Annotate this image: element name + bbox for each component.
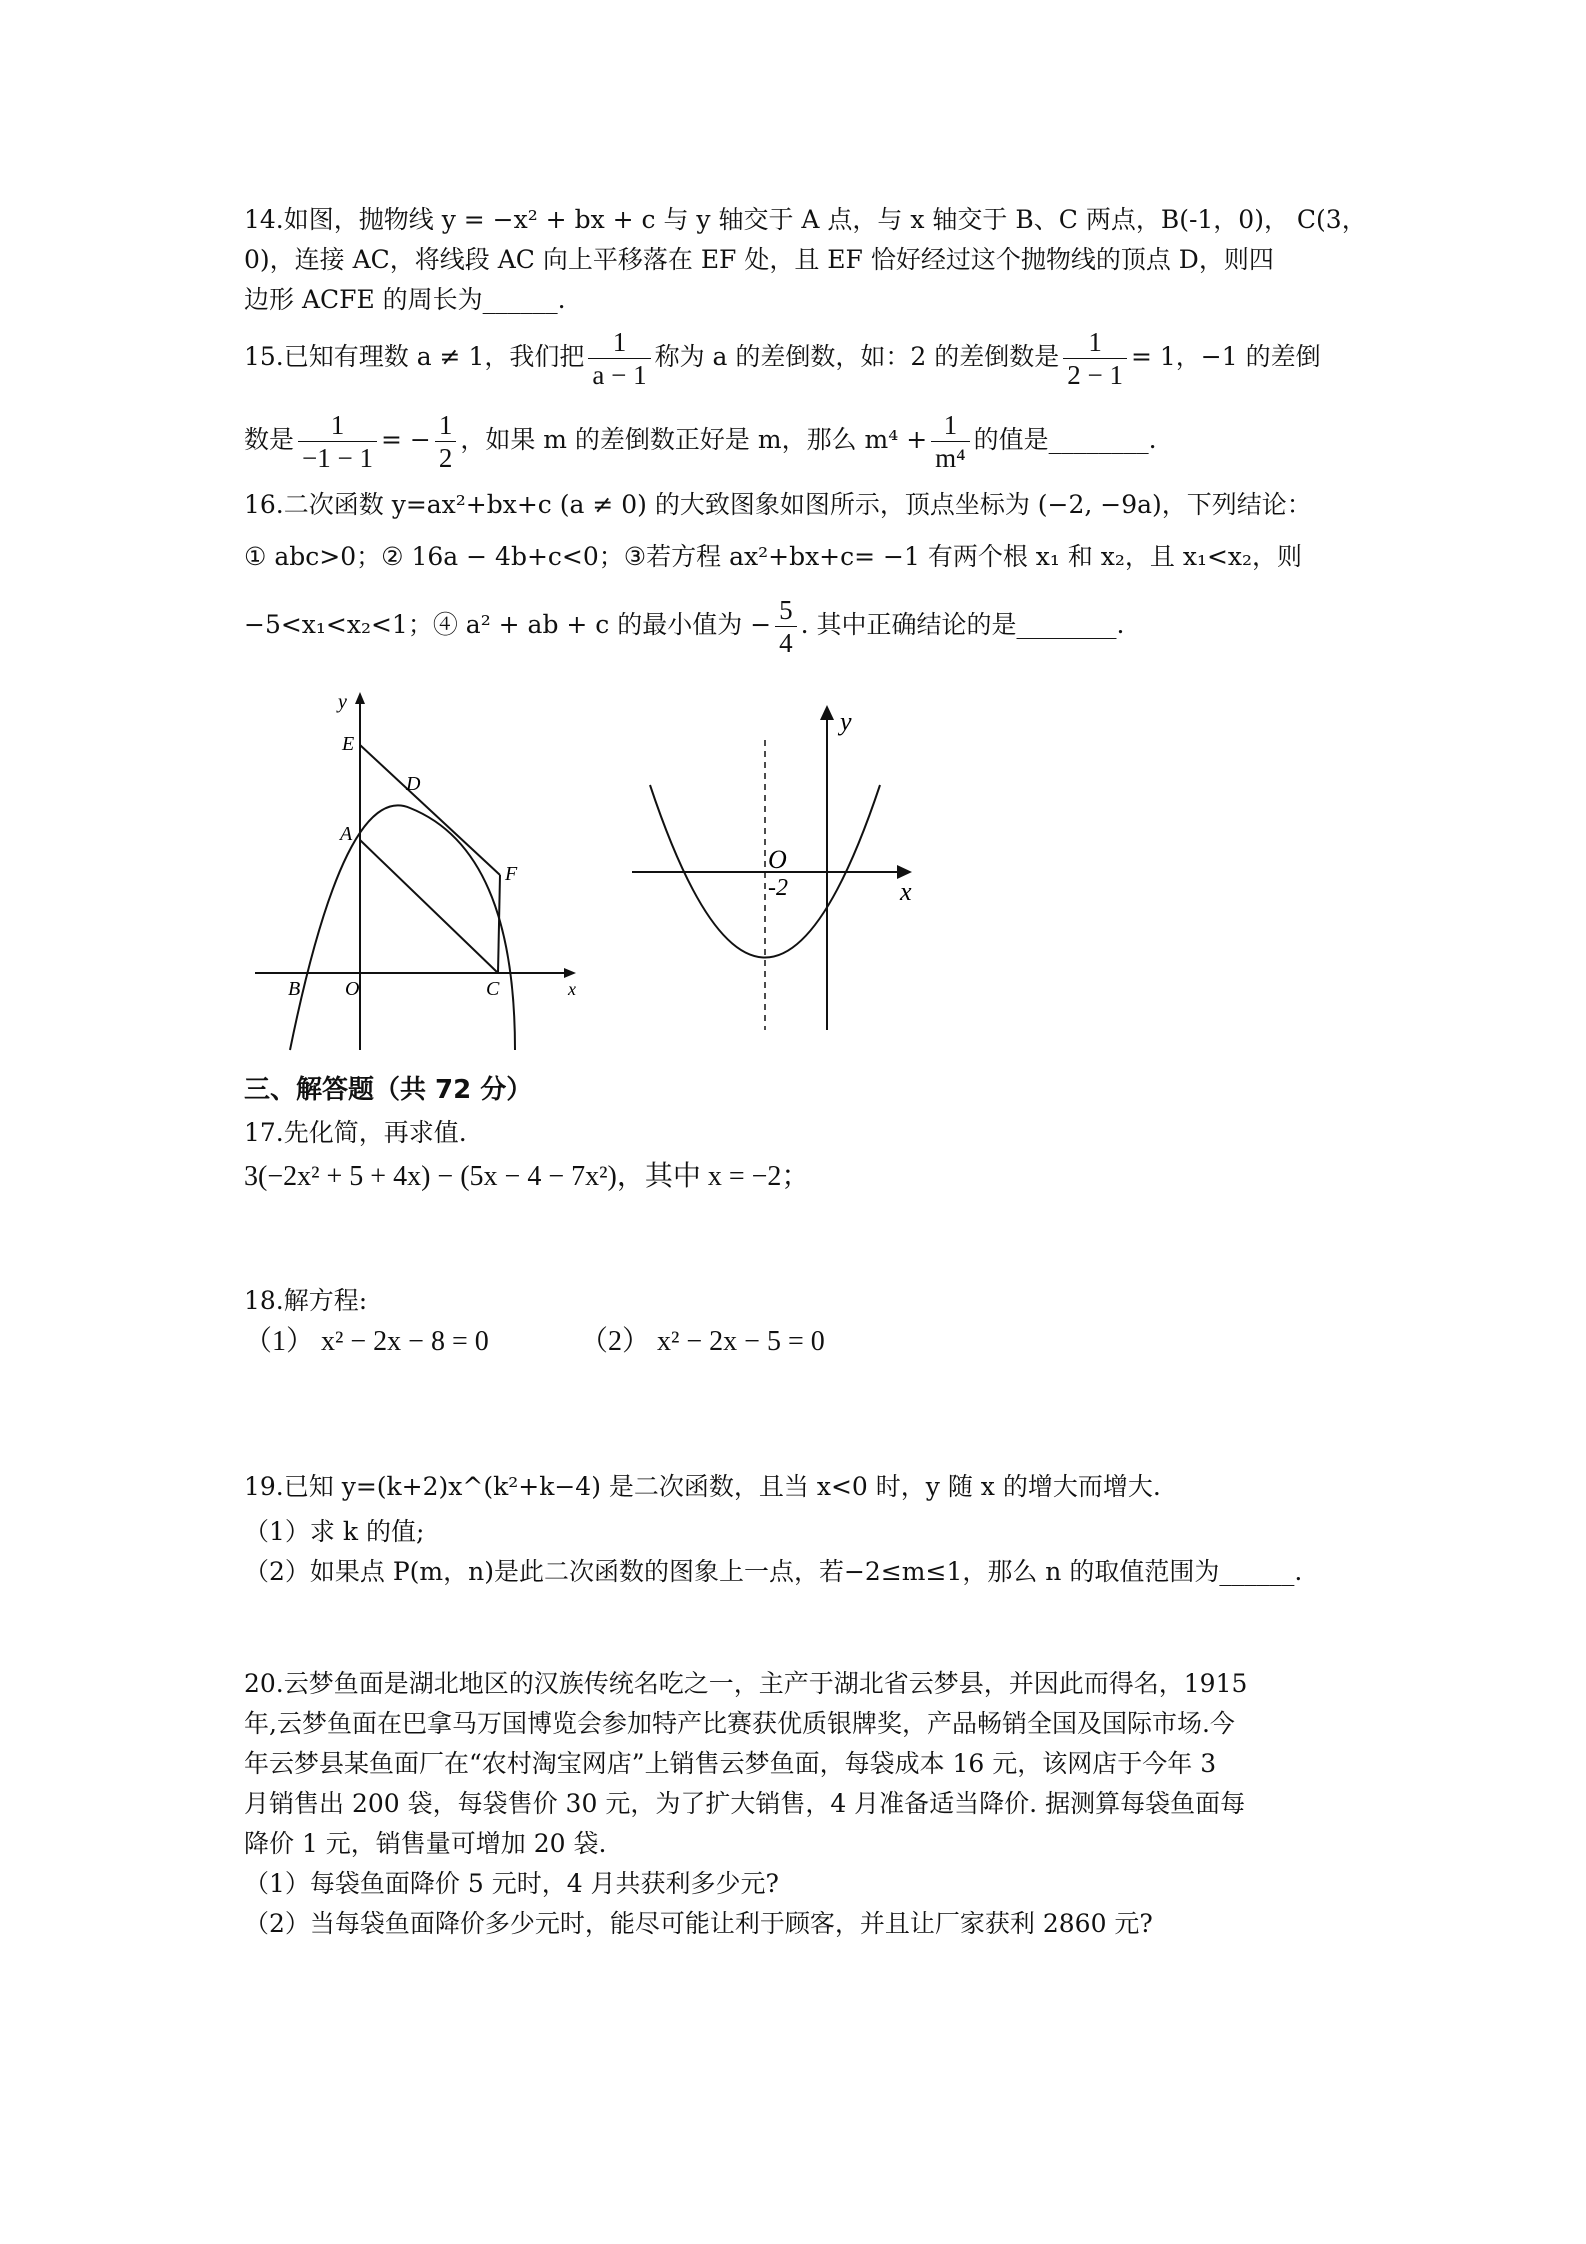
q15-frac-4: $\frac{1}{2}$ <box>435 409 457 474</box>
q14-line2: 0)，连接 AC，将线段 AC 向上平移落在 EF 处，且 EF 恰好经过这个抛物线的顶点 D，则四 <box>244 245 1274 274</box>
q16-text-3b: . 其中正确结论的是________. <box>800 610 1125 639</box>
section3-title: 三、解答题（共 72 分） <box>244 1075 533 1105</box>
q15-text-1a: 15.已知有理数 a ≠ 1，我们把 <box>244 342 585 371</box>
q18-line1: 18.解方程: <box>244 1286 368 1315</box>
fig2-label-x: x <box>900 877 912 906</box>
fig1-label-c: C <box>486 978 500 1000</box>
q19-line2: （1）求 k 的值; <box>244 1517 425 1546</box>
figure-parabola-acfe <box>250 690 590 1070</box>
fig2-label-o: O <box>768 845 787 874</box>
fig2-y-arrow <box>820 705 834 720</box>
q20-line2: 年,云梦鱼面在巴拿马万国博览会参加特产比赛获优质银牌奖，产品畅销全国及国际市场.今 <box>244 1709 1235 1738</box>
q15-frac-1: $\frac{1}{a - 1}$ <box>588 326 650 391</box>
q15-text-1b: 称为 a 的差倒数，如：2 的差倒数是 <box>654 342 1060 371</box>
q17-line1: 17.先化简，再求值. <box>244 1118 467 1147</box>
q16-text-3a: −5<x₁<x₂<1；④ a² + ab + c 的最小值为 − <box>244 610 772 639</box>
q15-text-1c: = 1，−1 的差倒 <box>1130 342 1321 371</box>
q20-line3: 年云梦县某鱼面厂在“农村淘宝网店”上销售云梦鱼面，每袋成本 16 元，该网店于今年 3 <box>244 1749 1217 1778</box>
q15-text-2b: = − <box>380 425 431 454</box>
q14-line3: 边形 ACFE 的周长为______. <box>244 285 566 314</box>
q19-line3: （2）如果点 P(m，n)是此二次函数的图象上一点，若−2≤m≤1，那么 n 的取值范围为______. <box>244 1557 1303 1586</box>
fig1-label-e: E <box>342 733 355 755</box>
q16-line3 <box>244 590 1125 660</box>
q15-frac-5: $\frac{1}{\text{m⁴}}$ <box>931 409 969 474</box>
fig1-label-y: y <box>338 691 347 713</box>
q15-line2 <box>244 405 1157 475</box>
q16-line1: 16.二次函数 y=ax²+bx+c (a ≠ 0) 的大致图象如图所示，顶点坐标为 (−2, −9a)，下列结论： <box>244 490 1312 519</box>
q15-frac-3: $\frac{1}{-1 - 1}$ <box>298 409 377 474</box>
fig1-segment-ac <box>360 840 498 973</box>
q19-line1: 19.已知 y=(k+2)x^(k²+k−4) 是二次函数，且当 x<0 时，y 随 x 的增大而增大. <box>244 1472 1161 1501</box>
fig1-label-a: A <box>340 823 353 845</box>
fig2-label-y: y <box>840 707 852 736</box>
q20-line6: （1）每袋鱼面降价 5 元时，4 月共获利多少元? <box>244 1869 779 1898</box>
fig1-label-x: x <box>568 979 576 999</box>
fig1-label-f: F <box>505 863 518 885</box>
fig2-label-minus2: -2 <box>768 875 788 901</box>
q16-line2: ① abc>0；② 16a − 4b+c<0；③若方程 ax²+bx+c= −1 有两个根 x₁ 和 x₂，且 x₁<x₂，则 <box>244 542 1303 571</box>
fig1-parabola <box>290 805 515 1050</box>
figure-parabola-vertex <box>620 700 940 1040</box>
fig1-segment-cf <box>498 875 500 973</box>
q16-frac: $\frac{5}{4}$ <box>775 594 797 659</box>
q15-frac-2: $\frac{1}{2 - 1}$ <box>1063 326 1127 391</box>
fig1-label-b: B <box>288 978 301 1000</box>
q17-line2: 3(−2x² + 5 + 4x) − (5x − 4 − 7x²)，其中 x = −2； <box>244 1161 810 1192</box>
q18-part1: （1） x² − 2x − 8 = 0 <box>244 1326 489 1357</box>
fig1-label-o: O <box>345 978 360 1000</box>
q18-part2: （2） x² − 2x − 5 = 0 <box>580 1326 825 1357</box>
q15-text-2c: ，如果 m 的差倒数正好是 m，那么 m⁴ + <box>460 425 928 454</box>
fig1-label-d: D <box>406 773 421 795</box>
q15-text-2d: 的值是________. <box>973 425 1157 454</box>
fig1-x-arrow <box>564 968 576 978</box>
q20-line1: 20.云梦鱼面是湖北地区的汉族传统名吃之一，主产于湖北省云梦县，并因此而得名，1915 <box>244 1669 1248 1698</box>
q14-line1: 14.如图，抛物线 y = −x² + bx + c 与 y 轴交于 A 点，与 x 轴交于 B、C 两点，B(-1，0)， C(3， <box>244 205 1367 234</box>
q20-line5: 降价 1 元，销售量可增加 20 袋. <box>244 1829 607 1858</box>
q15-text-2a: 数是 <box>244 425 295 454</box>
q15-line1 <box>244 322 1321 392</box>
q20-line7: （2）当每袋鱼面降价多少元时，能尽可能让利于顾客，并且让厂家获利 2860 元? <box>244 1909 1153 1938</box>
q20-line4: 月销售出 200 袋，每袋售价 30 元，为了扩大销售，4 月准备适当降价. 据测算每袋鱼面每 <box>244 1789 1246 1818</box>
fig1-y-arrow <box>355 692 365 704</box>
